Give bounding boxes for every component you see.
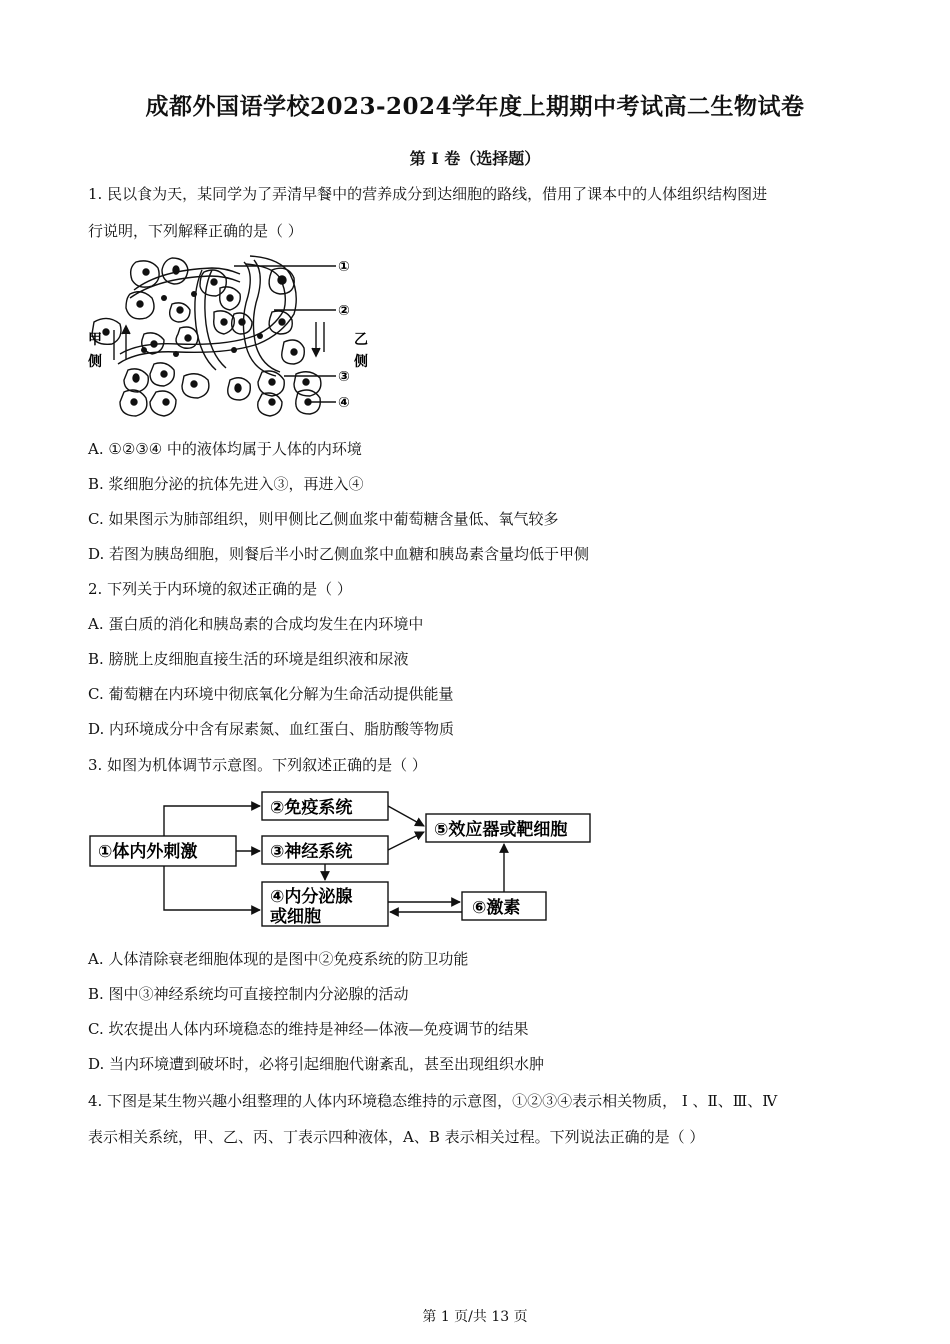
q2-stem: 2. 下列关于内环境的叙述正确的是（ ） — [88, 580, 352, 598]
side-left-char-1: 甲 — [88, 332, 102, 348]
q4-stem-line2: 表示相关系统，甲、乙、丙、丁表示四种液体，A、B 表示相关过程。下列说法正确的是（ ） — [88, 1128, 705, 1146]
label-endocrine-1: ④内分泌腺 — [270, 887, 353, 907]
marker-2: ② — [338, 303, 350, 319]
q3-option-a: A. 人体清除衰老细胞体现的是图中②免疫系统的防卫功能 — [88, 950, 469, 968]
label-effector: ⑤效应器或靶细胞 — [434, 820, 568, 840]
q2-option-d: D. 内环境成分中含有尿素氮、血红蛋白、脂肪酸等物质 — [88, 720, 455, 738]
q3-stem: 3. 如图为机体调节示意图。下列叙述正确的是（ ） — [88, 756, 427, 774]
label-stimulus: ①体内外刺激 — [98, 842, 198, 862]
q2-option-b: B. 膀胱上皮细胞直接生活的环境是组织液和尿液 — [88, 650, 409, 668]
side-right-char-1: 乙 — [354, 332, 368, 348]
side-left-char-2: 侧 — [88, 354, 102, 370]
q1-option-d: D. 若图为胰岛细胞，则餐后半小时乙侧血浆中血糖和胰岛素含量均低于甲侧 — [88, 545, 590, 563]
q2-option-c: C. 葡萄糖在内环境中彻底氧化分解为生命活动提供能量 — [88, 685, 454, 703]
exam-title: 成都外国语学校2023-2024学年度上期期中考试高二生物试卷 — [145, 93, 805, 120]
marker-1: ① — [338, 259, 350, 275]
label-hormone: ⑥激素 — [472, 898, 521, 918]
q1-stem-line2: 行说明，下列解释正确的是（ ） — [88, 222, 303, 240]
label-nervous: ③神经系统 — [270, 842, 353, 862]
tissue-structure-figure — [84, 252, 374, 422]
marker-3: ③ — [338, 369, 350, 385]
q1-option-b: B. 浆细胞分泌的抗体先进入③，再进入④ — [88, 475, 364, 493]
label-immune: ②免疫系统 — [270, 798, 353, 818]
q3-option-c: C. 坎农提出人体内环境稳态的维持是神经—体液—免疫调节的结果 — [88, 1020, 529, 1038]
label-endocrine-2: 或细胞 — [270, 907, 321, 927]
page-footer: 第 1 页/共 13 页 — [422, 1309, 528, 1325]
side-right-char-2: 侧 — [354, 354, 368, 370]
q1-stem-line1: 1. 民以食为天，某同学为了弄清早餐中的营养成分到达细胞的路线，借用了课本中的人体组织结构图进 — [88, 185, 768, 203]
marker-4: ④ — [338, 395, 350, 411]
q3-option-b: B. 图中③神经系统均可直接控制内分泌腺的活动 — [88, 985, 409, 1003]
marker-group — [338, 259, 350, 411]
q3-option-d: D. 当内环境遭到破坏时，必将引起细胞代谢紊乱，甚至出现组织水肿 — [88, 1055, 545, 1073]
q1-option-c: C. 如果图示为肺部组织，则甲侧比乙侧血浆中葡萄糖含量低、氧气较多 — [88, 510, 559, 528]
q2-option-a: A. 蛋白质的消化和胰岛素的合成均发生在内环境中 — [88, 615, 424, 633]
q1-option-a: A. ①②③④ 中的液体均属于人体的内环境 — [88, 440, 362, 458]
section-heading: 第 I 卷（选择题） — [409, 149, 541, 168]
regulation-diagram — [88, 788, 598, 928]
q4-stem-line1: 4. 下图是某生物兴趣小组整理的人体内环境稳态维持的示意图，①②③④表示相关物质， Ⅰ 、Ⅱ、Ⅲ、Ⅳ — [88, 1092, 778, 1110]
